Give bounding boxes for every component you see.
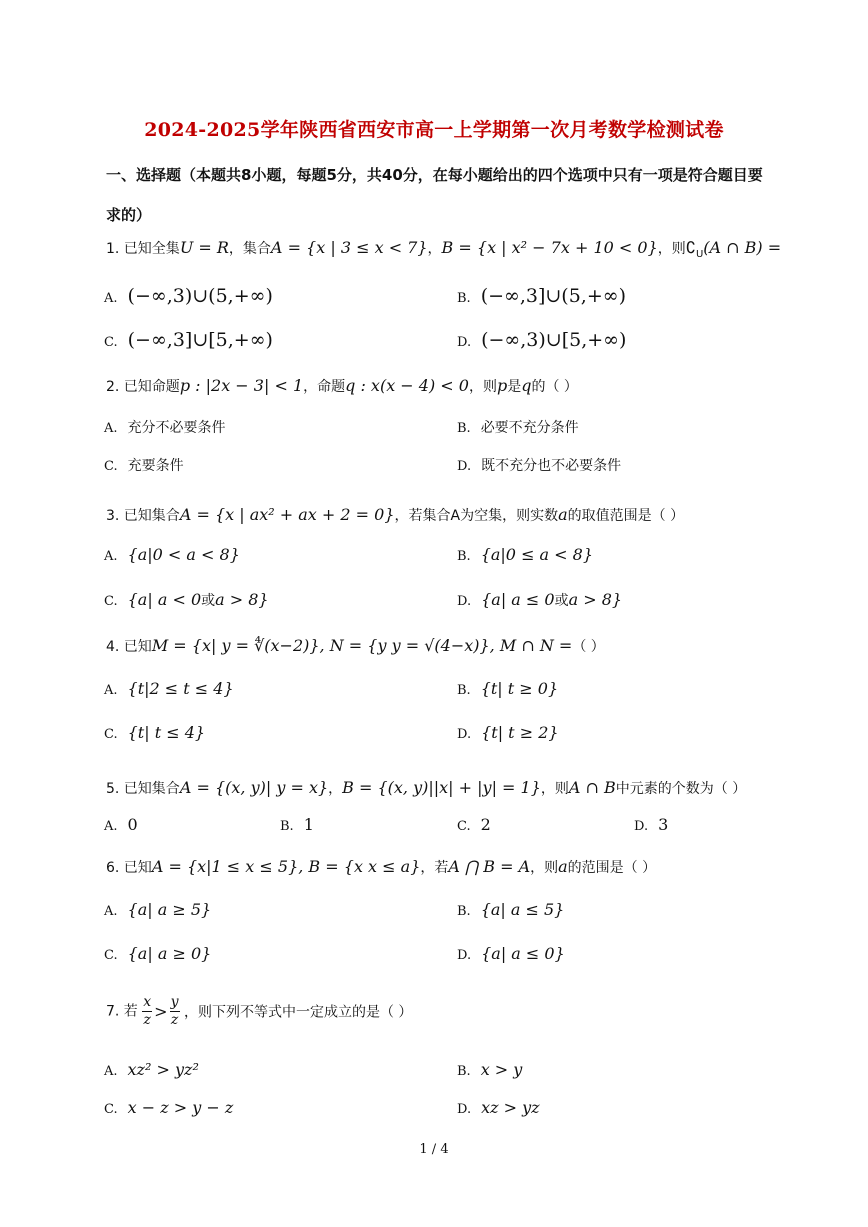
option-text: {a|0 ≤ a < 8} [480,545,594,564]
q3-option-a [104,545,240,564]
q7-option-a [104,1060,199,1079]
q2-text-d: 是 [507,379,522,395]
option-label: D. [457,335,472,350]
q1-universe: U = R [179,238,229,257]
q5-comma: ， [328,781,343,797]
q3-option-d [457,590,622,610]
q1-option-c [104,329,273,351]
q1-complement-symbol: ∁ [685,238,696,257]
q6-option-c [104,944,211,963]
q1-option-a [104,285,273,307]
q2-option-b [457,417,579,437]
q1-set-b: B = {x | x² − 7x + 10 < 0} [441,238,658,257]
option-text: {a| a ≥ 5} [127,900,212,919]
option-text-part-1: {a| a < 0 [127,590,202,609]
option-label: B. [457,904,471,919]
q2-text-b: ，命题 [303,379,346,395]
q7-greater-than: > [154,1002,168,1021]
option-text: {a| a ≤ 5} [480,900,565,919]
q6-condition: A ⋂ B = A [448,857,531,876]
q7-option-d [457,1098,540,1117]
q5-option-d [634,815,668,834]
question-5-stem [106,778,746,798]
fraction-numerator: y [170,994,179,1010]
q7-option-c [104,1098,233,1117]
question-2-stem [106,376,578,396]
q6-a: a [558,857,568,876]
option-text-part-1: {a| a ≤ 0 [481,590,555,609]
q4-text-a: 4. 已知 [106,639,152,655]
q4-option-d [457,723,559,742]
q5-option-a [104,815,138,834]
q2-text-a: 2. 已知命题 [106,379,180,395]
q1-text-c: ，则 [657,241,686,257]
q6-text-d: 的范围是（ ） [567,860,657,876]
page-number: 1 / 4 [419,1142,449,1157]
option-text: 充分不必要条件 [127,420,226,436]
option-label: D. [457,727,472,742]
q5-intersection: A ∩ B [568,778,616,797]
question-1-stem [106,238,781,260]
option-label: C. [104,727,118,742]
fraction-numerator: x [143,994,152,1010]
q2-proposition-q: q : x(x − 4) < 0 [345,376,469,395]
q3-text-b: ，若集合A为空集，则实数 [394,508,559,524]
q4-option-b [457,679,558,698]
q2-q: q [521,376,532,395]
option-label: C. [104,1102,118,1117]
option-label: B. [457,549,471,564]
option-text: {t| t ≥ 2} [481,723,559,742]
option-label: A. [104,819,118,834]
q4-text-b: （ ） [572,639,605,655]
option-text: 必要不充分条件 [480,420,579,436]
q2-text-c: ，则 [468,379,497,395]
q1-set-a: A = {x | 3 ≤ x < 7} [270,238,428,257]
option-label: C. [104,594,118,609]
option-text: x − z > y − z [127,1098,234,1117]
option-text: {a| a ≥ 0} [127,944,212,963]
option-label: A. [104,291,118,306]
q7-fraction-1 [142,994,152,1029]
option-text-part-2: a > 8} [568,590,623,609]
q3-a: a [558,505,568,524]
option-label: C. [104,948,118,963]
q5-text-c: 中元素的个数为（ ） [615,781,747,797]
option-text: (−∞,3]∪[5,+∞) [127,329,273,351]
fraction-denominator: z [143,1012,151,1028]
option-label: C. [104,335,118,350]
q3-text-a: 3. 已知集合 [106,508,180,524]
option-label: B. [457,683,471,698]
q5-set-b: B = {(x, y)||x| + |y| = 1} [342,778,541,797]
option-text: (−∞,3)∪(5,+∞) [127,285,273,307]
q2-proposition-p: p : |2x − 3| < 1 [179,376,304,395]
q1-text-b: ，集合 [228,241,271,257]
option-label: D. [457,459,472,474]
q1-comma: ， [427,241,442,257]
option-text: 0 [127,815,138,834]
option-text: {t|2 ≤ t ≤ 4} [127,679,234,698]
option-or: 或 [554,593,569,609]
q4-expression: M = {x| y = ∜(x−2)}, N = {y y = √(4−x)}, M ∩ N = [151,636,573,655]
option-text: {t| t ≥ 0} [480,679,559,698]
q3-text-c: 的取值范围是（ ） [567,508,685,524]
option-text: xz² > yz² [127,1060,199,1079]
option-text: 充要条件 [127,458,184,474]
question-6-stem [106,857,656,877]
section-heading: 一、选择题（本题共8小题，每题5分，共40分，在每小题给出的四个选项中只有一项是符合题目要求的） [106,166,763,224]
q4-option-a [104,679,234,698]
q1-text-a: 1. 已知全集 [106,241,180,257]
option-text: {a| a ≤ 0} [481,944,565,963]
option-text: x > y [480,1060,523,1079]
question-4-stem [106,636,605,656]
q6-text-c: ，则 [530,860,559,876]
option-label: C. [457,819,471,834]
option-text: xz > yz [481,1098,540,1117]
option-label: A. [104,904,118,919]
option-label: D. [457,594,472,609]
option-or: 或 [201,593,216,609]
q2-option-d [457,455,621,475]
q5-set-a: A = {(x, y)| y = x} [179,778,329,797]
option-label: A. [104,1064,118,1079]
option-text: 2 [480,815,491,834]
exam-title: 2024-2025学年陕西省西安市高一上学期第一次月考数学检测试卷 [144,119,724,141]
q5-text-a: 5. 已知集合 [106,781,180,797]
question-7-stem [106,994,412,1029]
q6-text-a: 6. 已知 [106,860,152,876]
q3-option-b [457,545,593,564]
q2-option-c [104,455,184,475]
q7-text-b: ，则下列不等式中一定成立的是（ ） [183,1004,413,1021]
option-label: D. [457,1102,472,1117]
q7-fraction-2 [170,994,180,1029]
option-label: D. [634,819,649,834]
q6-option-b [457,900,564,919]
option-text: (−∞,3)∪[5,+∞) [481,329,627,351]
q2-p: p [496,376,508,395]
q6-expression: A = {x|1 ≤ x ≤ 5}, B = {x x ≤ a} [151,857,421,876]
q1-option-b [457,285,626,307]
option-text: {t| t ≤ 4} [127,723,206,742]
fraction-denominator: z [170,1012,179,1028]
option-label: A. [104,549,118,564]
q1-complement-expr: (A ∩ B) = [703,238,782,257]
option-text-part-2: a > 8} [215,590,269,609]
option-label: A. [104,683,118,698]
q6-option-d [457,944,565,963]
q3-option-c [104,590,269,610]
q1-complement-sub: U [695,248,704,260]
q2-text-e: 的（ ） [531,379,578,395]
option-label: D. [457,948,472,963]
q5-option-b [280,815,314,834]
option-label: B. [280,819,294,834]
option-text: 既不充分也不必要条件 [481,458,622,474]
q4-option-c [104,723,205,742]
option-label: B. [457,1064,471,1079]
q6-option-a [104,900,211,919]
option-label: B. [457,291,471,306]
question-3-stem [106,505,684,525]
q3-set: A = {x | ax² + ax + 2 = 0} [179,505,395,524]
option-text: (−∞,3]∪(5,+∞) [480,285,627,307]
q7-text-a: 7. 若 [106,1003,138,1020]
q6-text-b: ，若 [420,860,449,876]
option-text: 3 [658,815,669,834]
q1-option-d [457,329,626,351]
option-label: C. [104,459,118,474]
option-label: A. [104,421,118,436]
q7-option-b [457,1060,522,1079]
q2-option-a [104,417,226,437]
option-text: {a|0 < a < 8} [127,545,240,564]
option-text: 1 [303,815,314,834]
q5-option-c [457,815,491,834]
option-label: B. [457,421,471,436]
q5-text-b: ，则 [540,781,569,797]
